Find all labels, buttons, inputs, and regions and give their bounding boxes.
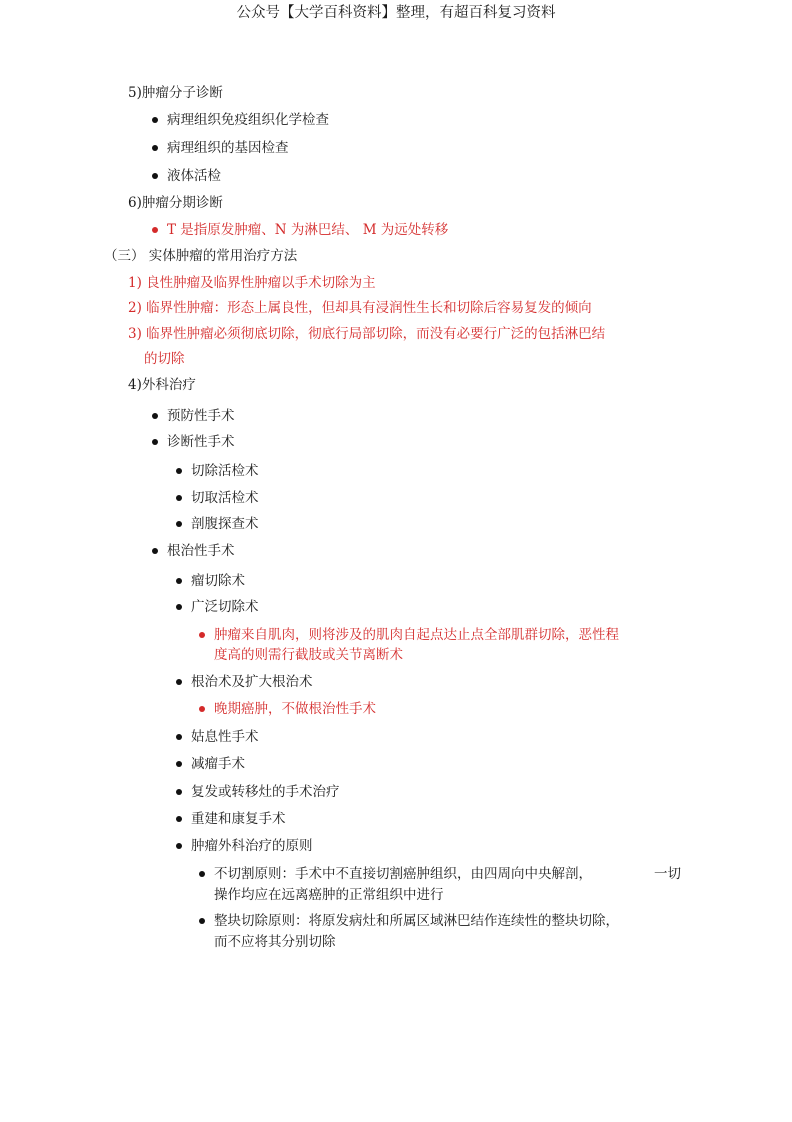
bullet-dot [152,145,158,151]
bullet-dot [176,679,182,685]
bullet-dot [176,734,182,740]
bullet-dot [199,871,205,877]
bullet-dot [199,706,205,712]
list-item: 根治性手术 [167,543,235,559]
list-item: 复发或转移灶的手术治疗 [191,784,340,800]
bullet-dot [176,604,182,610]
bullet-dot [152,117,158,123]
bullet-dot [152,173,158,179]
list-item-fragment: 一切 [654,866,681,882]
bullet-dot [176,761,182,767]
list-item: 诊断性手术 [167,434,235,450]
list-item: 广泛切除术 [191,599,259,615]
list-item: 晚期癌肿，不做根治性手术 [214,701,376,717]
list-item: 预防性手术 [167,408,235,424]
bullet-dot [199,632,205,638]
emphasis-line: 1) 良性肿瘤及临界性肿瘤以手术切除为主 [128,275,376,291]
bullet-dot [176,578,182,584]
bullet-dot [152,413,158,419]
list-item: 液体活检 [167,168,221,184]
heading-staging-diagnosis: 6)肿瘤分期诊断 [128,195,223,211]
list-item: T 是指原发肿瘤、N 为淋巴结、 M 为远处转移 [167,222,449,238]
heading-molecular-diagnosis: 5)肿瘤分子诊断 [128,85,223,101]
bullet-dot [152,548,158,554]
bullet-dot [152,227,158,233]
list-item: 病理组织的基因检查 [167,140,289,156]
list-item: 肿瘤外科治疗的原则 [191,838,313,854]
list-item-continuation: 度高的则需行截肢或关节离断术 [214,647,403,663]
bullet-dot [176,816,182,822]
bullet-dot [199,918,205,924]
list-item: 姑息性手术 [191,729,259,745]
bullet-dot [176,789,182,795]
section-heading: （三） 实体肿瘤的常用治疗方法 [104,248,298,264]
list-item: 切取活检术 [191,490,259,506]
bullet-dot [152,439,158,445]
list-item: 根治术及扩大根治术 [191,674,313,690]
list-item: 减瘤手术 [191,756,245,772]
heading-surgical-treatment: 4)外科治疗 [128,377,196,393]
list-item-continuation: 而不应将其分别切除 [214,934,336,950]
list-item: 整块切除原则：将原发病灶和所属区域淋巴结作连续性的整块切除， [214,913,619,929]
list-item-continuation: 操作均应在远离癌肿的正常组织中进行 [214,887,444,903]
list-item: 不切割原则：手术中不直接切割癌肿组织，由四周向中央解剖， [214,866,592,882]
list-item: 剖腹探查术 [191,516,259,532]
bullet-dot [176,468,182,474]
list-item: 肿瘤来自肌肉，则将涉及的肌肉自起点达止点全部肌群切除，恶性程 [214,627,619,643]
bullet-dot [176,521,182,527]
bullet-dot [176,495,182,501]
list-item: 瘤切除术 [191,573,245,589]
bullet-dot [176,843,182,849]
emphasis-line: 3) 临界性肿瘤必须彻底切除，彻底行局部切除，而没有必要行广泛的包括淋巴结 [128,326,606,342]
list-item: 病理组织免疫组织化学检查 [167,112,329,128]
list-item: 切除活检术 [191,463,259,479]
emphasis-line: 的切除 [144,351,185,367]
emphasis-line: 2) 临界性肿瘤：形态上属良性，但却具有浸润性生长和切除后容易复发的倾向 [128,300,592,316]
page-header: 公众号【大学百科资料】整理，有超百科复习资料 [236,5,556,21]
list-item: 重建和康复手术 [191,811,286,827]
